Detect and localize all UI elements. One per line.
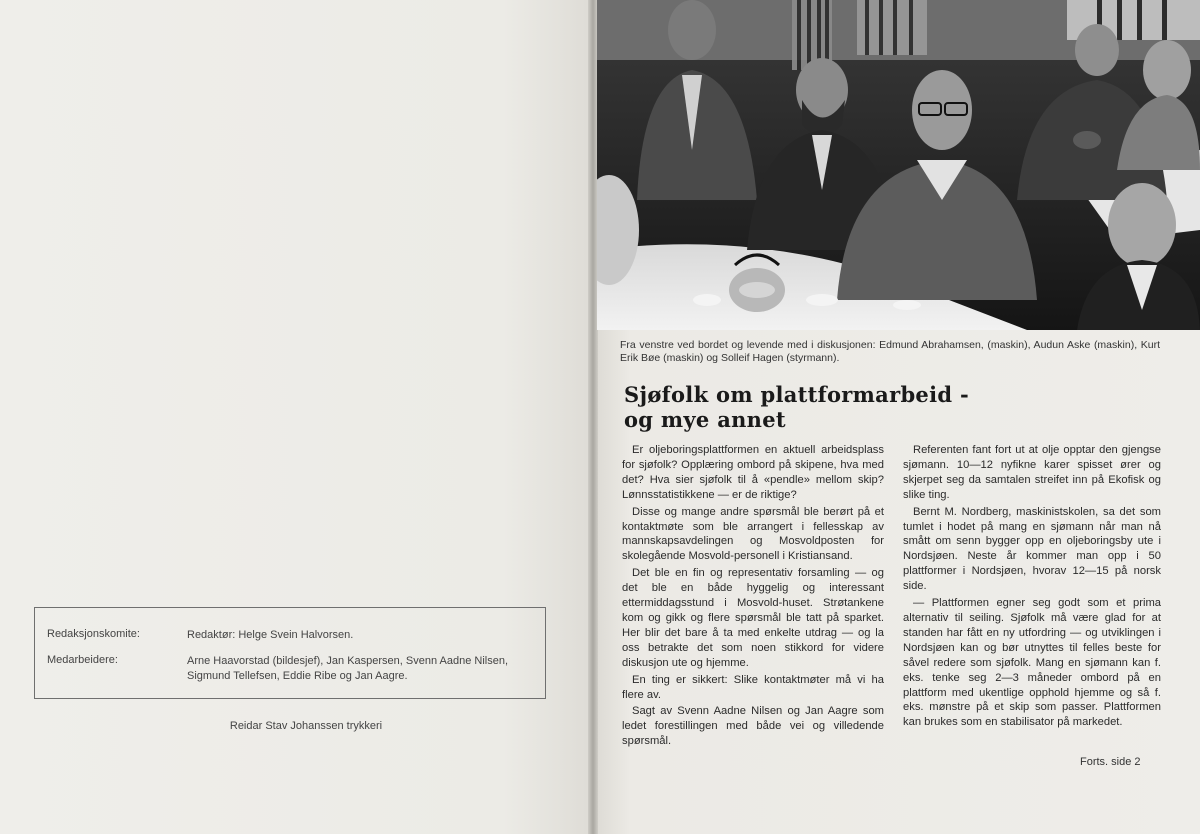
headline-line-1: Sjøfolk om plattformarbeid - <box>624 382 969 407</box>
article-column-1 <box>622 443 884 751</box>
printer-credit: Reidar Stav Johanssen trykkeri <box>229 720 383 732</box>
paragraph: Det ble en fin og representativ forsamling — og det ble en både hyggelig og interessant ettermiddagsstund i Mosvold-huset. Strøtankene kom og gikk og flere spørsmål ble tatt på sparket. Her blir det bare å ta med enkelte utdrag — og la oss betrakte det som noen stikkord for videre diskusjon ute og hjemme. <box>622 567 884 669</box>
paragraph: Sagt av Svenn Aadne Nilsen og Jan Aagre som ledet forestillingen med både vei og villedende spørsmål. <box>622 705 884 748</box>
colophon-box <box>34 607 546 699</box>
paragraph: Er oljeboringsplattformen en aktuell arbeidsplass for sjøfolk? Opplæring ombord på skipene, hva med det? Hva sier sjøfolk til å «pendle» mellom skip? Lønnsstatistikkene — er de riktige? <box>622 444 884 501</box>
left-page <box>0 0 592 834</box>
colophon-contributors-label: Medarbeidere: <box>47 654 118 666</box>
paragraph: — Plattformen egner seg godt som et prima alternativ til seiling. Sjøfolk må være glad for at standen har fått en ny utfordring — og utviklingen i Nordsjøen kan og bør utnyttes til felles beste for såvel redere som sjøfolk. Mang en sjømann kan f. eks. tenke seg 2—3 måneder ombord på en plattform med ukentlige opphold hjemme og så f. eks. mønstre på et skip som passer. Plattformen kan brukes som en stabilisator på markedet. <box>903 597 1161 729</box>
paragraph: Disse og mange andre spørsmål ble berørt på et kontaktmøte som ble arrangert i fellesskap av mannskapsavdelingen og Mosvoldposten for skolegående Mosvold-personell i Kristiansand. <box>622 505 884 563</box>
continued-note: Forts. side 2 <box>1080 756 1141 768</box>
article-headline <box>624 382 1044 432</box>
photo-caption: Fra venstre ved bordet og levende med i diskusjonen: Edmund Abrahamsen, (maskin), Audun Aske (maskin), Kurt Erik Bøe (maskin) og Solleif Hagen (styrmann). <box>620 339 1160 364</box>
meeting-photo-illustration <box>597 0 1200 330</box>
colophon-editorial-label: Redaksjonskomite: <box>47 628 140 640</box>
colophon-contributors-value: Arne Haavorstad (bildesjef), Jan Kaspersen, Svenn Aadne Nilsen, Sigmund Tellefsen, Eddie Ribe og Jan Aagre. <box>187 655 509 682</box>
paragraph: Referenten fant fort ut at olje opptar den gjengse sjømann. 10—12 nyfikne karer spisset ører og skjerpet seg da samtalen streifet inn på Ekofisk og slike ting. <box>903 444 1161 501</box>
paragraph: En ting er sikkert: Slike kontaktmøter må vi ha flere av. <box>622 673 884 701</box>
article-column-2 <box>903 443 1161 732</box>
headline-line-2: og mye annet <box>624 407 786 432</box>
colophon-editorial-value: Redaktør: Helge Svein Halvorsen. <box>187 629 354 641</box>
curtain-mid <box>857 0 927 55</box>
paragraph: Bernt M. Nordberg, maskinistskolen, sa det som tumlet i hodet på mang en sjømann når man nå smått om senn bygger opp en oljeboringsby ute i Nordsjøen. Neste år kommer man opp i 50 plattformer i Nordsjøen, hvorav 12—15 på norsk side. <box>903 505 1161 593</box>
meeting-photo <box>597 0 1200 330</box>
